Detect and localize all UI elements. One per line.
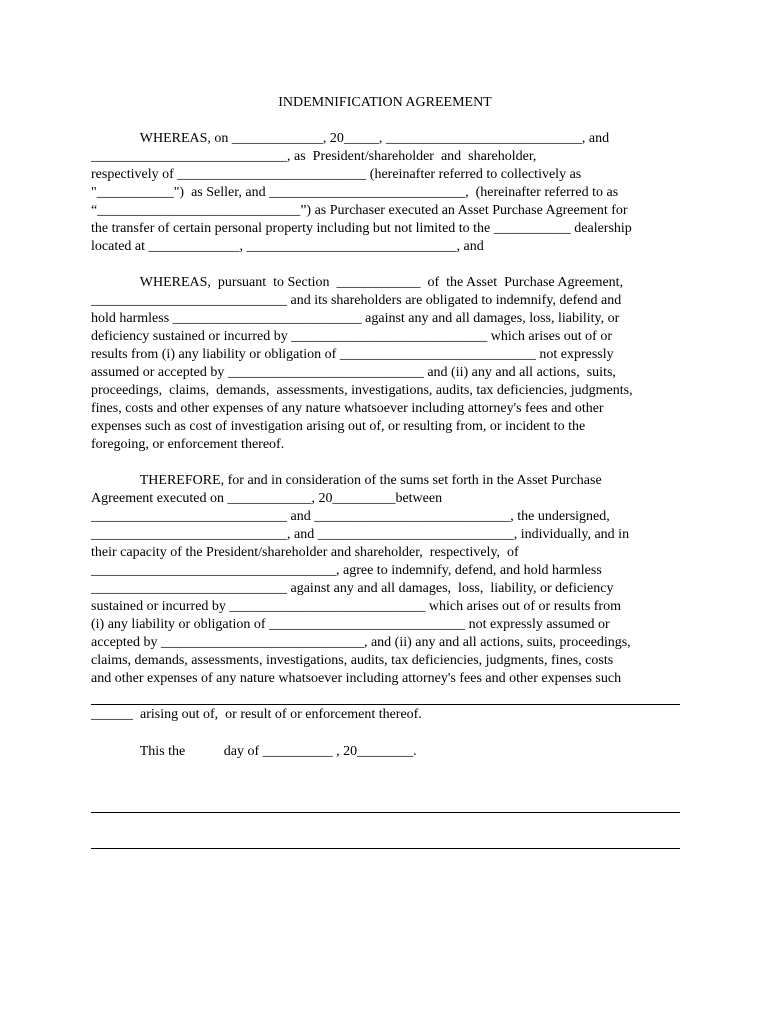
signature-line	[91, 848, 680, 849]
paragraph-1-line: WHEREAS, on _____________, 20_____, ____________________________, and	[91, 131, 610, 146]
paragraph-3-line: ___________________________________, agree to indemnify, defend, and hold harmless	[91, 563, 602, 578]
paragraph-3-line: ____________________________ against any and all damages, loss, liability, or deficiency	[91, 581, 614, 596]
blank-rule	[91, 704, 680, 705]
paragraph-3-end: ______ arising out of, or result of or enforcement thereof.	[91, 707, 422, 722]
paragraph-1-line: “_____________________________”) as Purchaser executed an Asset Purchase Agreement for	[91, 203, 628, 218]
paragraph-2-line: assumed or accepted by ____________________________ and (ii) any and all actions, suits,	[91, 365, 616, 380]
paragraph-2-line: ____________________________ and its shareholders are obligated to indemnify, defend and	[91, 293, 622, 308]
paragraph-1-line: the transfer of certain personal property including but not limited to the ___________ dealership	[91, 221, 632, 236]
paragraph-1-line: located at _____________, ______________________________, and	[91, 239, 484, 254]
paragraph-1-line: "___________") as Seller, and ____________________________, (hereinafter referred to as	[91, 185, 619, 200]
paragraph-2-line: hold harmless ___________________________ against any and all damages, loss, liability, or	[91, 311, 620, 326]
paragraph-3-line: claims, demands, assessments, investigations, audits, tax deficiencies, judgments, fines, costs	[91, 653, 614, 668]
date-line: This the day of __________ , 20________.	[91, 744, 417, 759]
paragraph-1-line: ____________________________, as President/shareholder and shareholder,	[91, 149, 537, 164]
paragraph-2-line: results from (i) any liability or obligation of ____________________________ not expressly	[91, 347, 614, 362]
paragraph-2-line: expenses such as cost of investigation arising out of, or resulting from, or incident to the	[91, 419, 586, 434]
paragraph-1-line: respectively of ___________________________ (hereinafter referred to collectively as	[91, 167, 582, 182]
paragraph-3-line: sustained or incurred by ____________________________ which arises out of or results from	[91, 599, 621, 614]
paragraph-2-line: proceedings, claims, demands, assessments, investigations, audits, tax deficiencies, judgments,	[91, 383, 633, 398]
paragraph-3-line: ____________________________ and ____________________________, the undersigned,	[91, 509, 610, 524]
paragraph-2-line: foregoing, or enforcement thereof.	[91, 437, 285, 452]
paragraph-3-line: THEREFORE, for and in consideration of the sums set forth in the Asset Purchase	[91, 473, 602, 488]
paragraph-3-line: (i) any liability or obligation of ____________________________ not expressly assumed or	[91, 617, 610, 632]
paragraph-3-line: ____________________________, and ____________________________, individually, and in	[91, 527, 630, 542]
signature-line	[91, 812, 680, 813]
paragraph-3-line: and other expenses of any nature whatsoever including attorney's fees and other expenses such	[91, 671, 622, 686]
paragraph-3-line: accepted by _____________________________, and (ii) any and all actions, suits, proceedings,	[91, 635, 631, 650]
paragraph-2-line: WHEREAS, pursuant to Section ____________ of the Asset Purchase Agreement,	[91, 275, 624, 290]
paragraph-3-line: Agreement executed on ____________, 20_________between	[91, 491, 443, 506]
paragraph-3-line: their capacity of the President/shareholder and shareholder, respectively, of	[91, 545, 519, 560]
paragraph-2-line: fines, costs and other expenses of any nature whatsoever including attorney's fees and other	[91, 401, 604, 416]
paragraph-2-line: deficiency sustained or incurred by ____________________________ which arises out of or	[91, 329, 613, 344]
document-title: INDEMNIFICATION AGREEMENT	[278, 95, 492, 110]
